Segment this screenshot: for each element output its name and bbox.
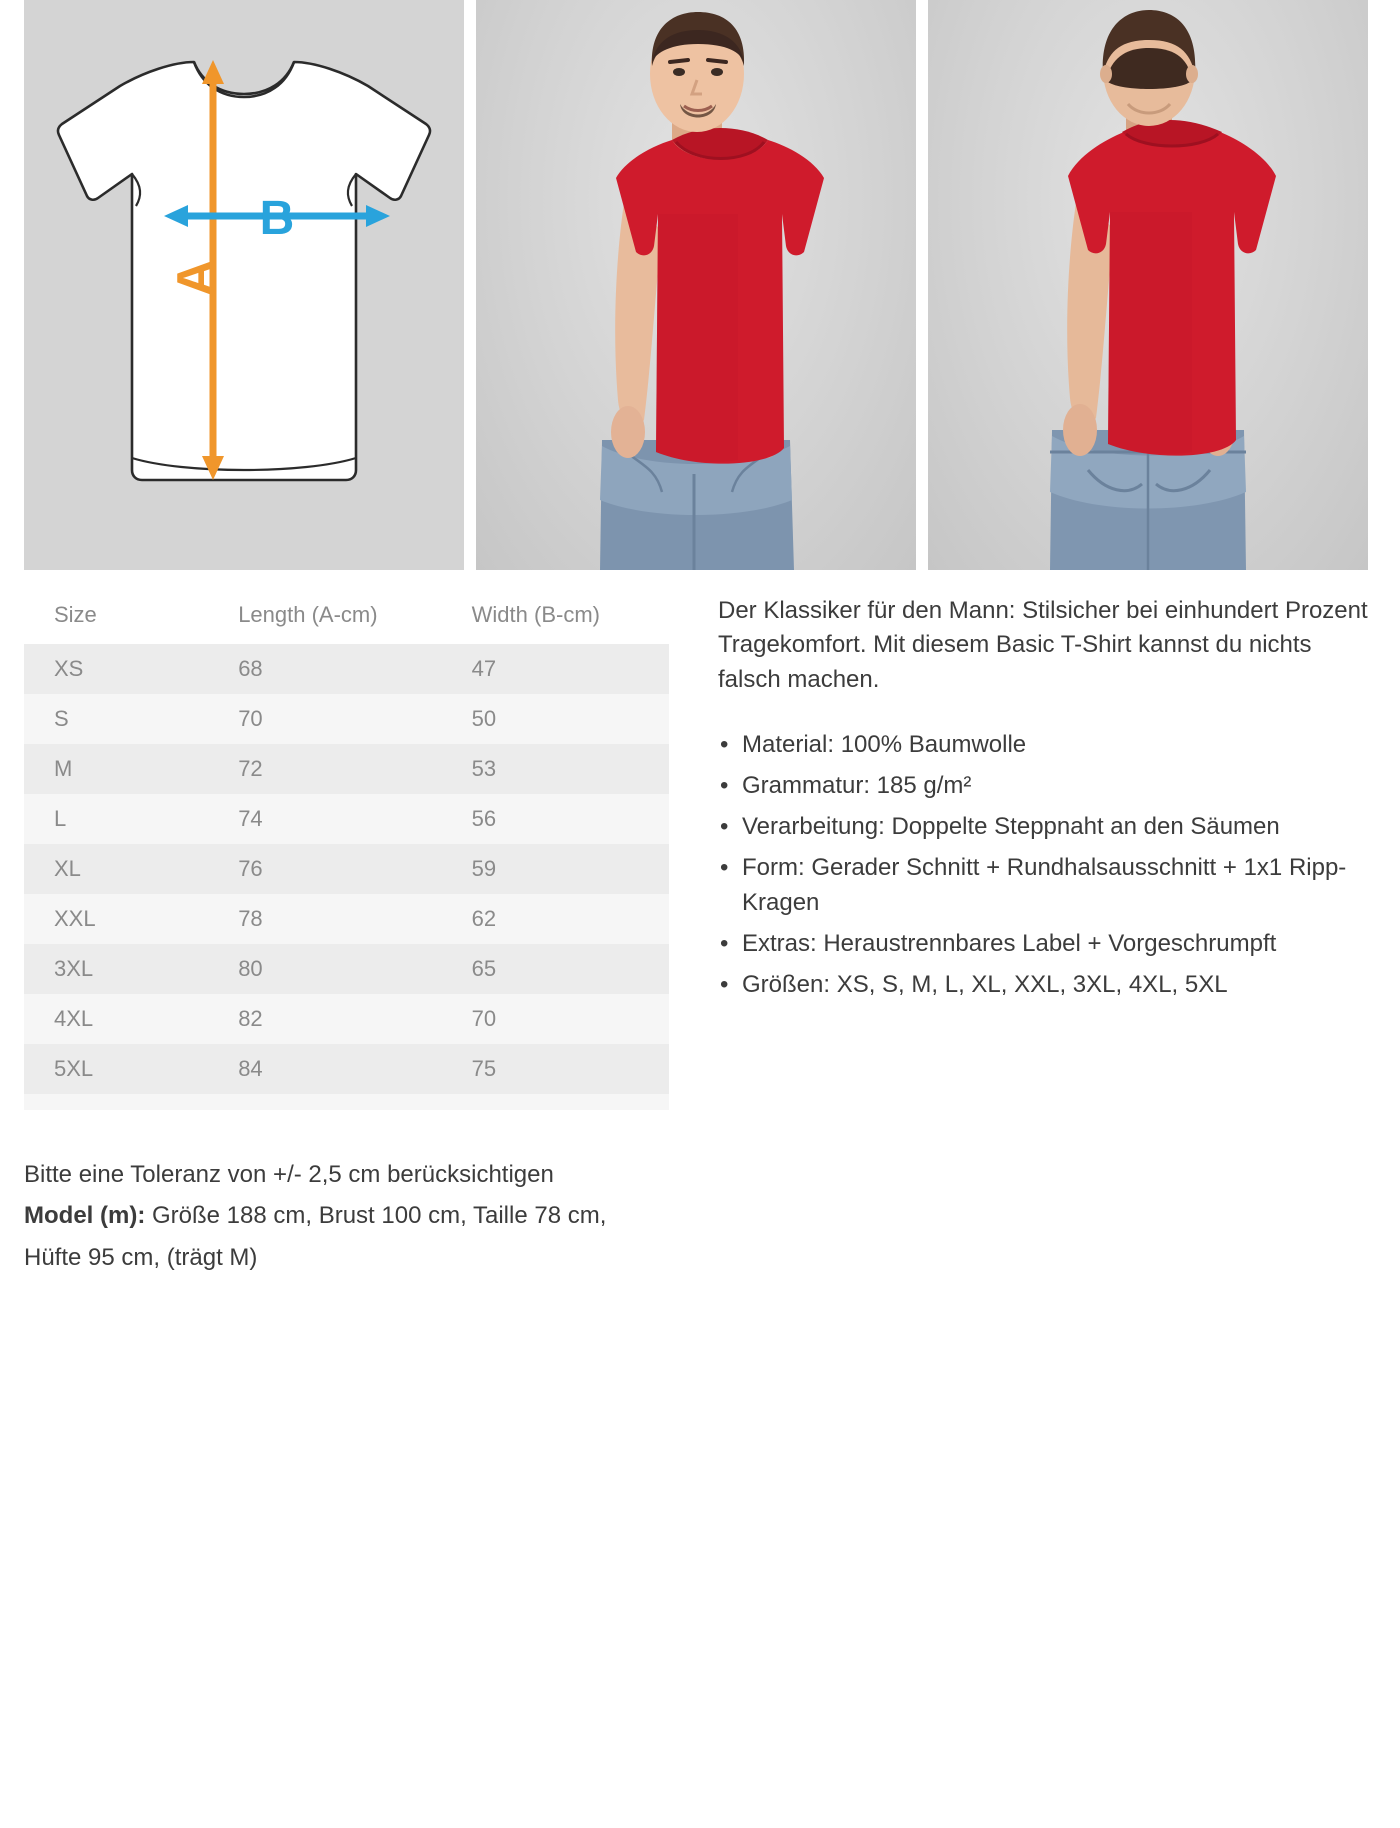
product-image-strip <box>0 0 1400 570</box>
cell-width: 59 <box>471 856 497 881</box>
cell-size: XL <box>54 856 81 881</box>
table-row <box>24 644 669 694</box>
column-header-width: Width (B-cm) <box>442 588 669 644</box>
table-header-row <box>24 588 669 644</box>
svg-text:A: A <box>167 259 225 297</box>
cell-size: 3XL <box>54 956 94 981</box>
cell-length: 84 <box>238 1056 263 1081</box>
cell-size: 5XL <box>54 1056 94 1081</box>
model-measurements: Größe 188 cm, Brust 100 cm, Taille 78 cm, Hüfte 95 cm, (trägt M) <box>24 1202 607 1271</box>
cell-size: 4XL <box>54 1006 94 1031</box>
column-header-length: Length (A-cm) <box>208 588 441 644</box>
cell-size: L <box>54 806 67 831</box>
cell-size: XXL <box>54 906 96 931</box>
table-row <box>24 894 669 944</box>
table-row <box>24 944 669 994</box>
list-item: • Form: Gerader Schnitt + Rundhalsausschnitt + 1x1 Ripp-Kragen <box>718 850 1376 920</box>
column-header-size: Size <box>24 588 208 644</box>
table-row <box>24 844 669 894</box>
cell-width: 65 <box>471 956 497 981</box>
list-item: • Größen: XS, S, M, L, XL, XXL, 3XL, 4XL, 5XL <box>718 967 1376 1002</box>
cell-width: 56 <box>471 806 497 831</box>
table-row <box>24 694 669 744</box>
list-item: • Grammatur: 185 g/m² <box>718 768 1376 803</box>
table-row <box>24 1044 669 1094</box>
tolerance-note: Bitte eine Toleranz von +/- 2,5 cm berücksichtigen <box>24 1161 554 1188</box>
table-filler-row <box>24 1094 669 1110</box>
product-details <box>0 570 1400 1278</box>
cell-width: 70 <box>471 1006 497 1031</box>
cell-size: S <box>54 706 69 731</box>
model-front-photo <box>476 0 916 570</box>
list-item: • Material: 100% Baumwolle <box>718 727 1376 762</box>
feature-list <box>718 727 1376 1002</box>
size-diagram-image <box>24 0 464 570</box>
cell-length: 82 <box>238 1006 263 1031</box>
table-row <box>24 994 669 1044</box>
description-intro: Der Klassiker für den Mann: Stilsicher bei einhundert Prozent Tragekomfort. Mit diesem Basic T-Shirt kannst du nichts falsch machen. <box>718 597 1368 693</box>
table-row <box>24 744 669 794</box>
cell-length: 68 <box>238 656 263 681</box>
cell-size: M <box>54 756 73 781</box>
list-item: • Verarbeitung: Doppelte Steppnaht an den Säumen <box>718 809 1376 844</box>
description-column <box>718 588 1376 1278</box>
cell-width: 53 <box>471 756 497 781</box>
cell-width: 62 <box>471 906 497 931</box>
cell-length: 78 <box>238 906 263 931</box>
model-label: Model (m): <box>24 1202 146 1230</box>
table-row <box>24 794 669 844</box>
size-table-head <box>24 588 669 644</box>
cell-width: 50 <box>471 706 497 731</box>
size-table-column <box>24 588 684 1278</box>
cell-length: 80 <box>238 956 263 981</box>
size-notes <box>24 1154 664 1278</box>
cell-length: 74 <box>238 806 263 831</box>
list-item: • Extras: Heraustrennbares Label + Vorgeschrumpft <box>718 926 1376 961</box>
cell-width: 75 <box>471 1056 497 1081</box>
cell-length: 70 <box>238 706 263 731</box>
cell-length: 76 <box>238 856 263 881</box>
cell-width: 47 <box>471 656 497 681</box>
svg-text:B: B <box>259 192 295 245</box>
model-back-photo <box>928 0 1368 570</box>
size-table-body <box>24 644 669 1110</box>
cell-length: 72 <box>238 756 263 781</box>
cell-size: XS <box>54 656 84 681</box>
size-chart-table <box>24 588 669 1110</box>
